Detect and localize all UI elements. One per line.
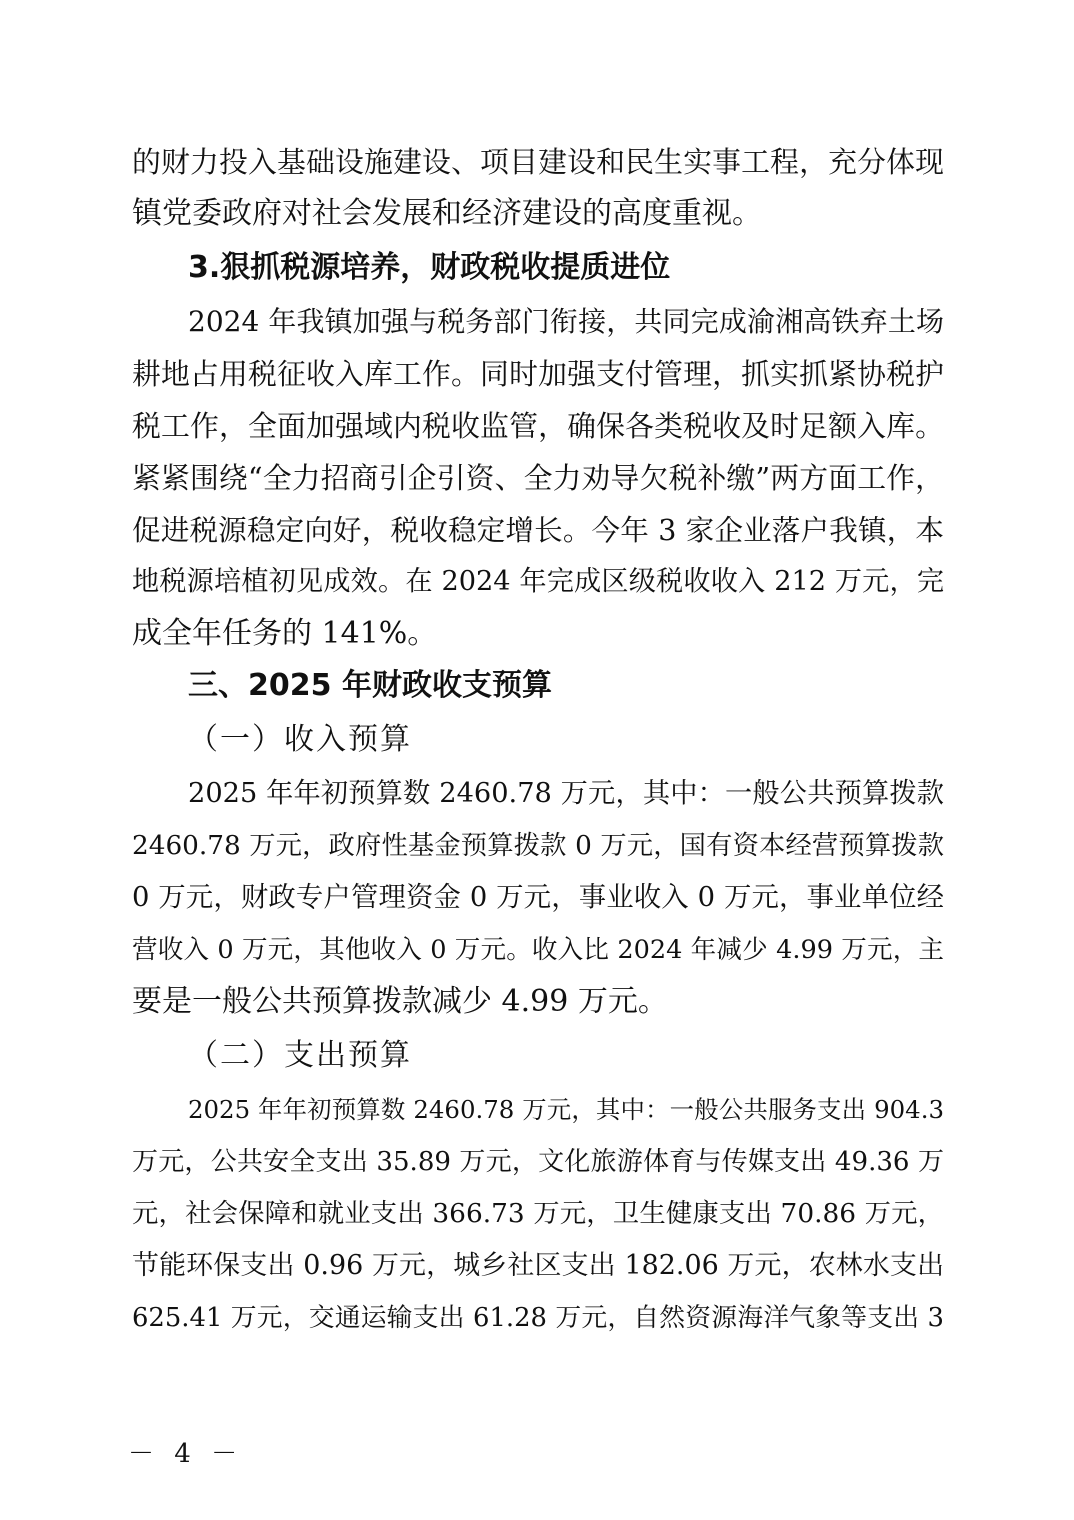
sub-heading: （一）收入预算 xyxy=(188,722,412,757)
page-number: － 4 － xyxy=(128,1439,244,1469)
paragraph-line: 紧紧围绕“全力招商引企引资、全力劝导欠税补缴”两方面工作， xyxy=(132,461,944,495)
paragraph-line: 税工作，全面加强域内税收监管，确保各类税收及时足额入库。 xyxy=(132,409,944,443)
paragraph-line: 营收入 0 万元，其他收入 0 万元。收入比 2024 年减少 4.99 万元，主 xyxy=(132,935,944,965)
paragraph-line: 0 万元，财政专户管理资金 0 万元，事业收入 0 万元，事业单位经 xyxy=(132,882,944,913)
sub-heading: （二）支出预算 xyxy=(188,1038,412,1073)
paragraph-line: 成全年任务的 141%。 xyxy=(132,616,438,651)
paragraph-line: 万元，公共安全支出 35.89 万元，文化旅游体育与传媒支出 49.36 万 xyxy=(132,1147,944,1177)
paragraph-line: 镇党委政府对社会发展和经济建设的高度重视。 xyxy=(132,196,762,231)
paragraph-line: 节能环保支出 0.96 万元，城乡社区支出 182.06 万元，农林水支出 xyxy=(132,1250,944,1281)
paragraph-line: 2024 年我镇加强与税务部门衔接，共同完成渝湘高铁弃土场 xyxy=(188,305,944,338)
paragraph-line: 的财力投入基础设施建设、项目建设和民生实事工程，充分体现 xyxy=(132,145,944,179)
paragraph-line: 地税源培植初见成效。在 2024 年完成区级税收收入 212 万元，完 xyxy=(132,566,944,597)
paragraph-line: 2025 年年初预算数 2460.78 万元，其中：一般公共服务支出 904.3 xyxy=(188,1095,944,1124)
paragraph-line: 2460.78 万元，政府性基金预算拨款 0 万元，国有资本经营预算拨款 xyxy=(132,831,944,861)
paragraph-line: 促进税源稳定向好，税收稳定增长。今年 3 家企业落户我镇，本 xyxy=(132,513,944,547)
paragraph-line: 625.41 万元，交通运输支出 61.28 万元，自然资源海洋气象等支出 3 xyxy=(132,1303,944,1333)
paragraph-line: 要是一般公共预算拨款减少 4.99 万元。 xyxy=(132,984,668,1019)
paragraph-line: 2025 年年初预算数 2460.78 万元，其中：一般公共预算拨款 xyxy=(188,778,944,809)
paragraph-line: 耕地占用税征收入库工作。同时加强支付管理，抓实抓紧协税护 xyxy=(132,357,944,391)
section-heading: 三、2025 年财政收支预算 xyxy=(188,668,552,703)
section-heading: 3.狠抓税源培养，财政税收提质进位 xyxy=(188,250,671,285)
paragraph-line: 元，社会保障和就业支出 366.73 万元，卫生健康支出 70.86 万元， xyxy=(132,1199,944,1229)
